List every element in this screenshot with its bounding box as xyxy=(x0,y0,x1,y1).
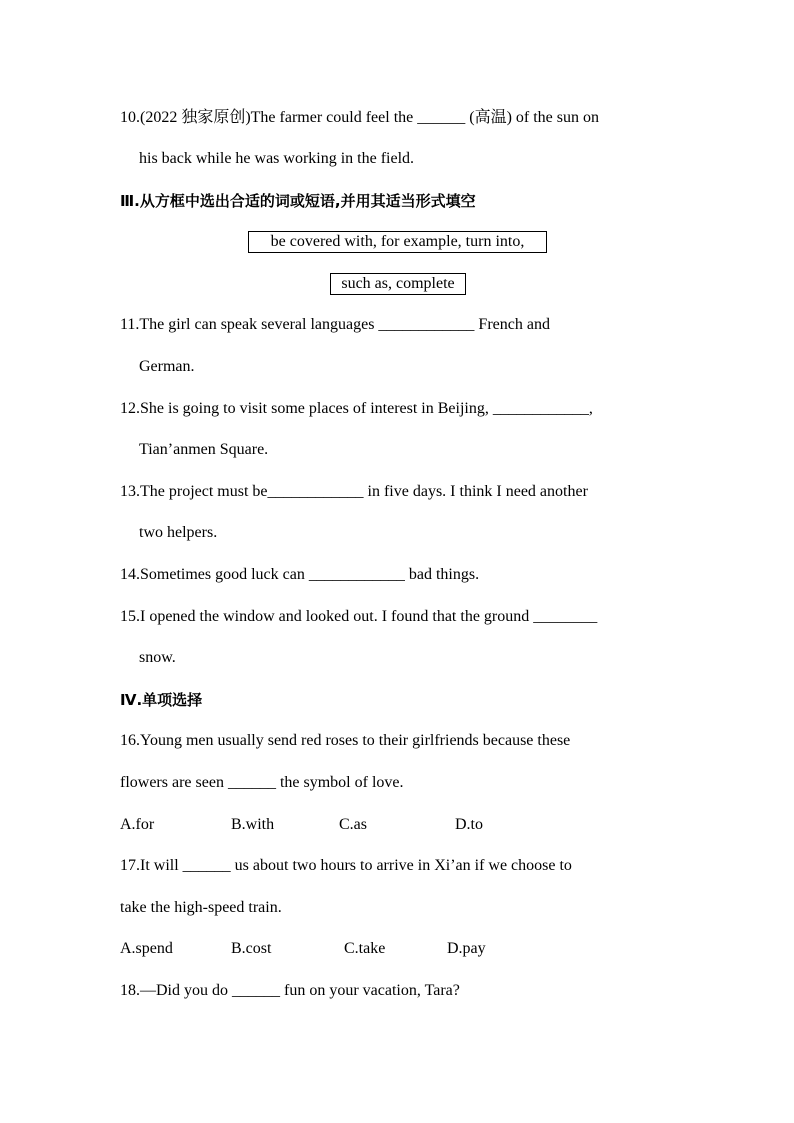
q16-option-c: C.as xyxy=(339,816,367,833)
q15-line1: 15.I opened the window and looked out. I found that the ground ________ xyxy=(120,608,598,625)
q16-option-b: B.with xyxy=(231,816,275,833)
q14-line1: 14.Sometimes good luck can ____________ bad things. xyxy=(120,566,480,583)
q17-option-b: B.cost xyxy=(231,940,272,957)
q16-line1: 16.Young men usually send red roses to their girlfriends because these xyxy=(120,732,571,749)
word-box-line2: such as, complete xyxy=(330,273,466,295)
q10-line2: his back while he was working in the field. xyxy=(139,150,415,167)
q16-line2: flowers are seen ______ the symbol of love. xyxy=(120,774,404,791)
q18-line1: 18.—Did you do ______ fun on your vacation, Tara? xyxy=(120,982,460,999)
section3-heading: Ⅲ.从方框中选出合适的词或短语,并用其适当形式填空 xyxy=(120,192,476,210)
q10-line1: 10.(2022 独家原创)The farmer could feel the ______ (高温) of the sun on xyxy=(120,109,599,126)
q13-line1: 13.The project must be____________ in five days. I think I need another xyxy=(120,483,588,500)
q15-line2: snow. xyxy=(139,649,176,666)
q13-line2: two helpers. xyxy=(139,524,218,541)
q16-option-a: A.for xyxy=(120,816,155,833)
q17-option-d: D.pay xyxy=(447,940,486,957)
q11-line1: 11.The girl can speak several languages ____________ French and xyxy=(120,316,550,333)
word-box-line1: be covered with, for example, turn into, xyxy=(248,231,547,253)
q17-line2: take the high-speed train. xyxy=(120,899,282,916)
q17-line1: 17.It will ______ us about two hours to arrive in Xi’an if we choose to xyxy=(120,857,572,874)
q16-option-d: D.to xyxy=(455,816,483,833)
q11-line2: German. xyxy=(139,358,195,375)
section4-heading: Ⅳ.单项选择 xyxy=(120,691,203,709)
q17-option-a: A.spend xyxy=(120,940,173,957)
q12-line1: 12.She is going to visit some places of interest in Beijing, ____________, xyxy=(120,400,593,417)
q12-line2: Tian’anmen Square. xyxy=(139,441,269,458)
q17-option-c: C.take xyxy=(344,940,386,957)
